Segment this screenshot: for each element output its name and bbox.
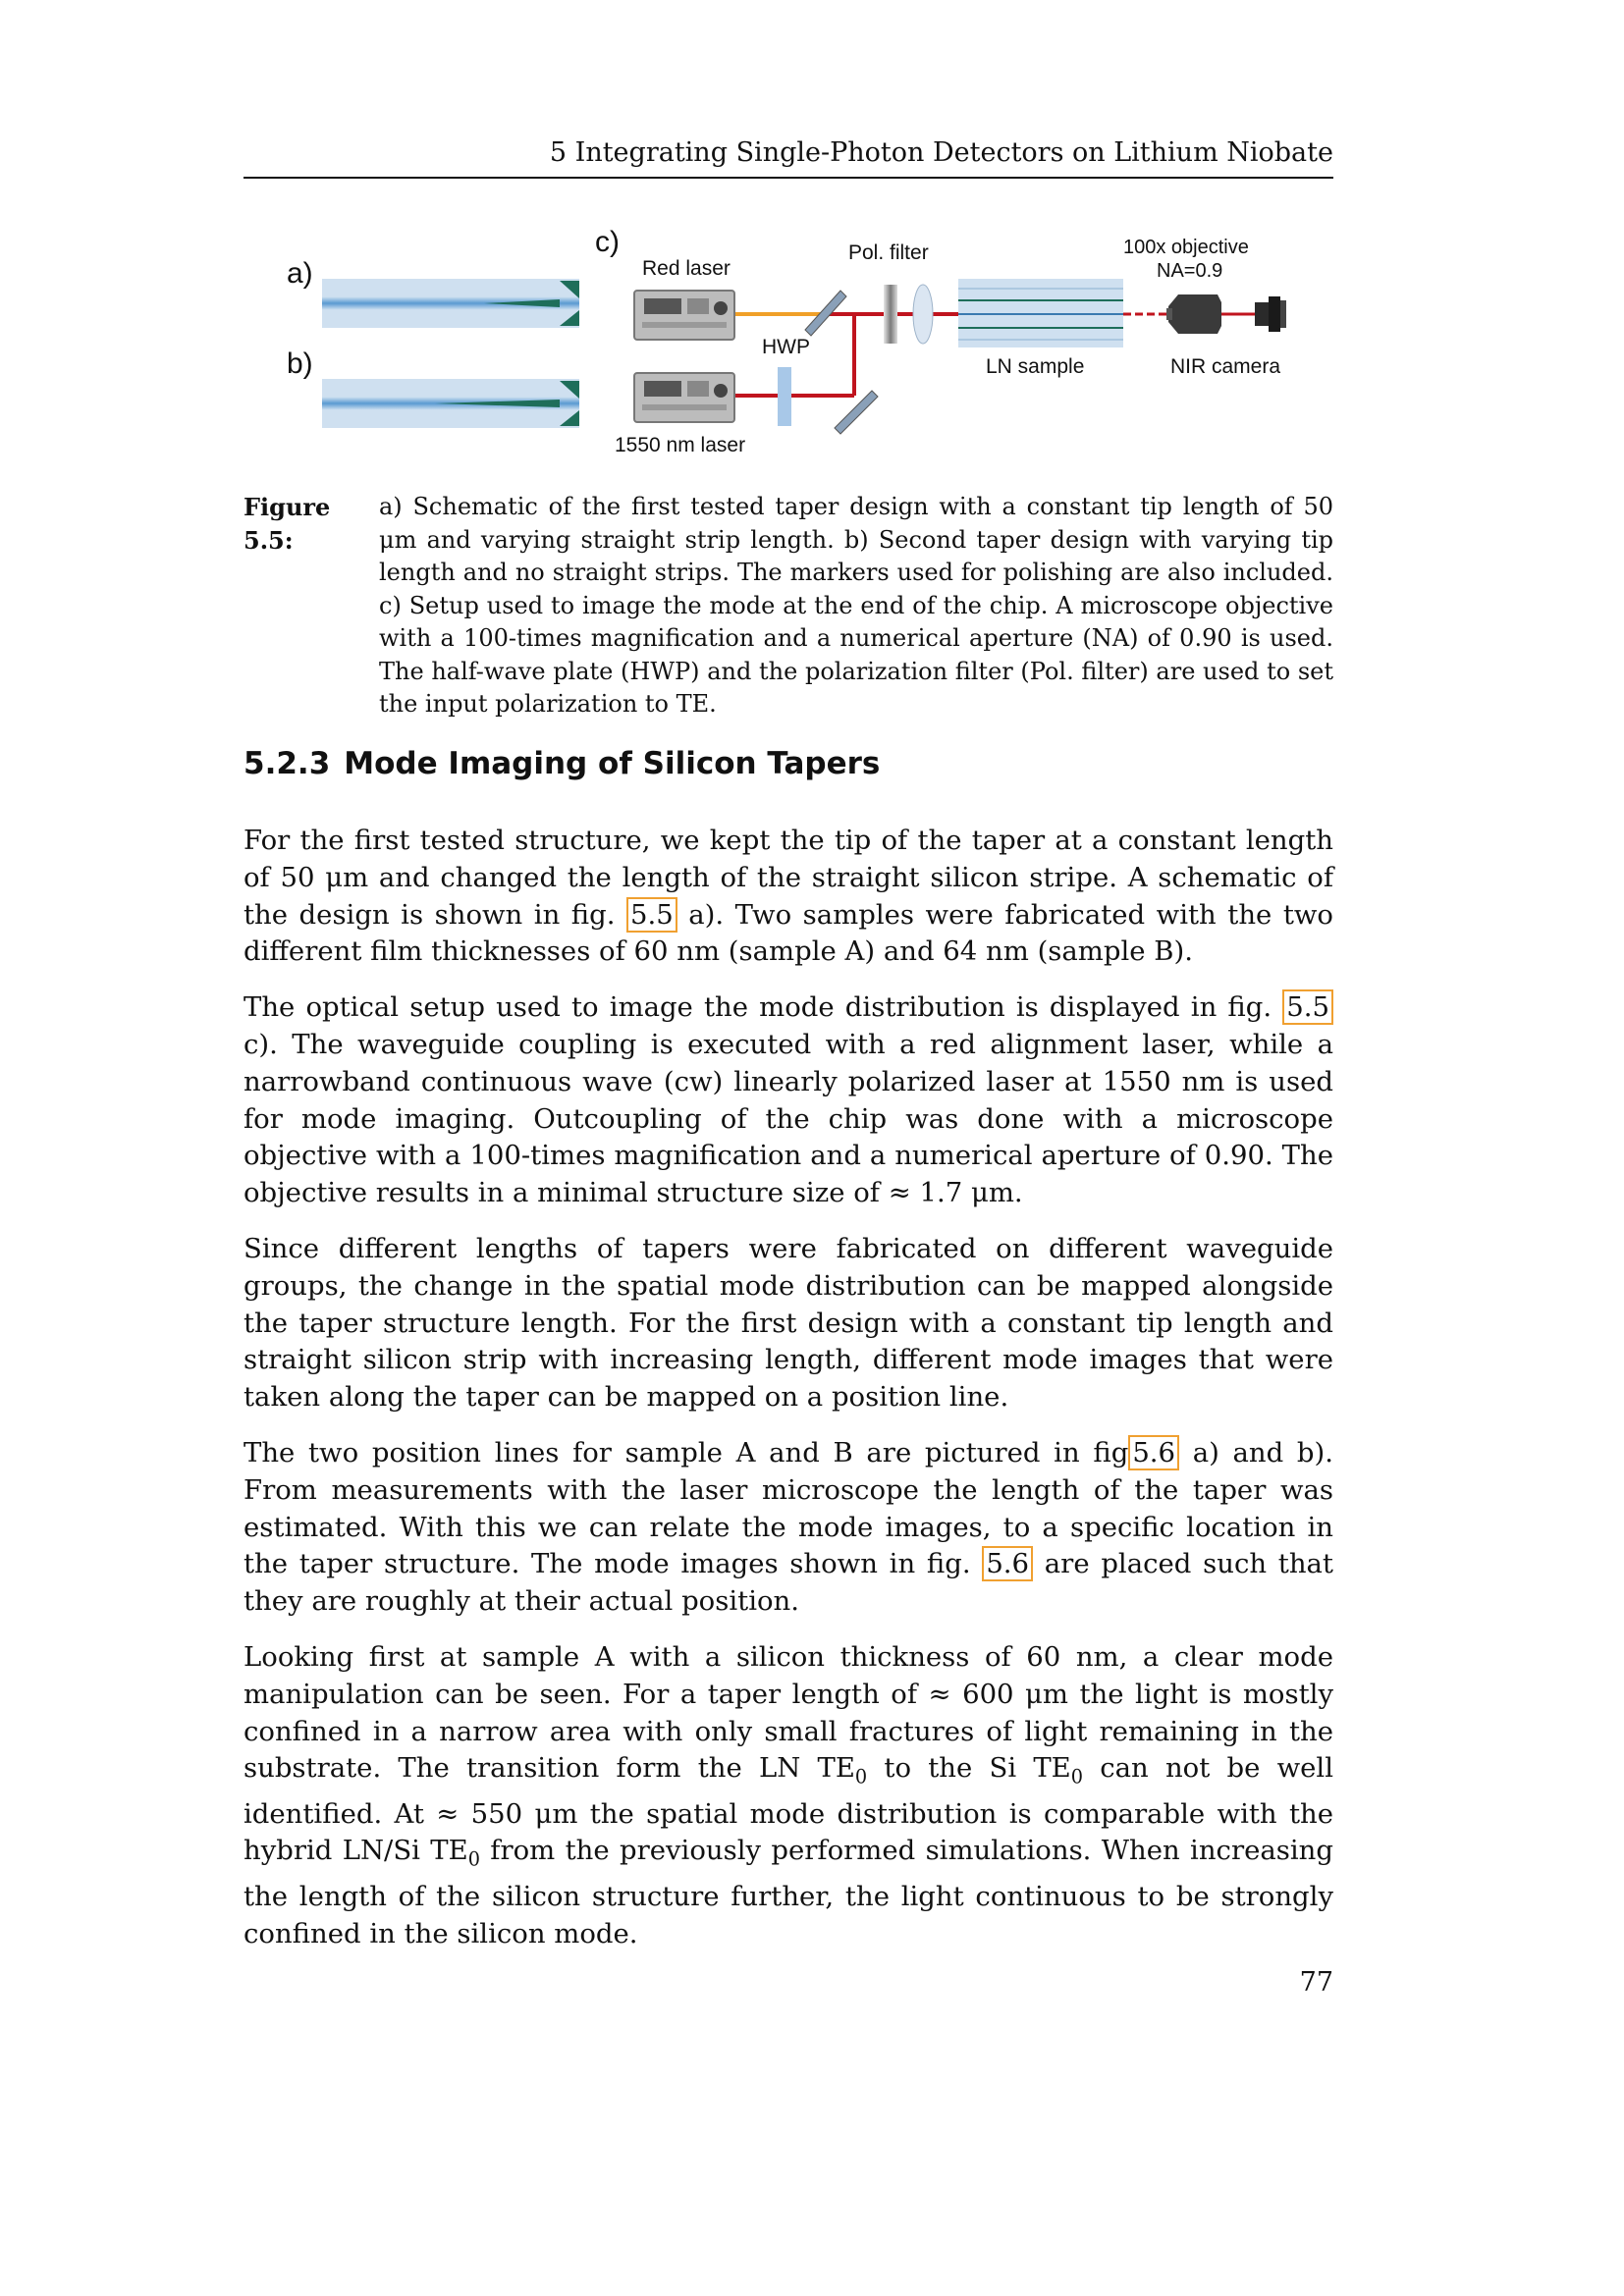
nir-camera-label: NIR camera: [1170, 355, 1281, 378]
objective: [1166, 294, 1221, 334]
paragraph-2: The optical setup used to image the mode distribution is displayed in fig. 5.5 c). The waveguide coupling is executed with a red alignment laser, while a narrowband continuous wave (cw) linearly polarized laser at 1550 nm is used for mode imaging. Outcoupling of the chip was done with a microscope objective with a 100-times magnification and a numerical aperture of 0.90. The objective results in a minimal structure size of ≈ 1.7 μm.: [244, 991, 1333, 1209]
caption-text: a) Schematic of the first tested taper design with a constant tip length of 50 μm and varying straight strip length. b) Second taper design with varying tip length and no straight strips. The markers used for polishing are also included. c) Setup used to image the mode at the end of the chip. A microscope objective with a 100-times magnification and a numerical aperture (NA) of 0.90 is used. The half-wave plate (HWP) and the polarization filter (Pol. filter) are used to set the input polarization to TE.: [379, 493, 1333, 718]
figure-reference-link[interactable]: 5.6: [982, 1546, 1033, 1581]
panel-label-b: b): [287, 347, 313, 380]
paragraph-5: Looking first at sample A with a silicon thickness of 60 nm, a clear mode manipulation can be seen. For a taper length of ≈ 600 μm the light is mostly confined in a narrow area with only small fractures of light remaining in the substrate. The transition form the LN $TE_0$ to the Si $TE_0$ can not be well identified. At ≈ 550 μm the spatial mode distribution is comparable with the hybrid LN/Si $TE_0$ from the previously performed simulations. When increasing the length of the silicon structure further, the light continuous to be strongly confined in the silicon mode.: [244, 1640, 1333, 1949]
section-title-text: Mode Imaging of Silicon Tapers: [344, 746, 881, 781]
taper-b: [322, 379, 579, 428]
figure-caption: [244, 491, 1333, 721]
objective-label-line1: 100x objective: [1123, 237, 1249, 258]
red-laser-label: Red laser: [642, 257, 731, 280]
paragraph-4: The two position lines for sample A and B are pictured in fig 5.6 a) and b). From measurements with the laser microscope the length of the taper was estimated. With this we can relate the mode images, to a specific location in the taper structure. The mode images shown in fig. 5.6 are placed such that they are roughly at their actual position.: [244, 1436, 1334, 1618]
panel-label-c: c): [595, 226, 620, 258]
half-wave-plate: [778, 367, 791, 426]
paragraph-1: For the first tested structure, we kept the tip of the taper at a constant length of 50 μm and changed the length of the straight silicon stripe. A schematic of the design is shown in fig. 5.5 a). Two samples were fabricated with the two different film thicknesses of 60 nm (sample A) and 64 nm (sample B).: [244, 825, 1333, 968]
ln-sample-label: LN sample: [986, 355, 1085, 378]
figure-5-5: [244, 224, 1333, 469]
paragraph-3: Since different lengths of tapers were fabricated on different waveguide groups, the change in the spatial mode distribution can be mapped alongside the taper structure length. For the first design with a constant tip length and straight silicon strip with increasing length, different mode images that were taken along the taper can be mapped on a position line.: [244, 1232, 1333, 1414]
setup-schematic: [244, 224, 1333, 469]
laser-1550-device: [634, 373, 734, 422]
lens: [913, 285, 933, 344]
panel-label-a: a): [287, 257, 313, 290]
hwp-label: HWP: [762, 336, 810, 358]
ln-sample: [958, 279, 1123, 347]
polarization-filter: [884, 285, 897, 344]
objective-label-line2: NA=0.9: [1157, 260, 1223, 282]
chapter-title: 5 Integrating Single-Photon Detectors on Lithium Niobate: [549, 137, 1333, 168]
running-header: [244, 133, 1333, 179]
laser-1550-label: 1550 nm laser: [615, 434, 746, 456]
section-number: 5.2.3: [244, 746, 331, 781]
caption-label: Figure 5.5:: [244, 493, 331, 555]
figure-reference-link[interactable]: 5.5: [626, 897, 677, 933]
nir-camera: [1255, 296, 1286, 332]
section-heading: [244, 744, 1333, 783]
figure-reference-link[interactable]: 5.5: [1282, 989, 1333, 1025]
page-number: 77: [1299, 1967, 1333, 1998]
red-laser-device: [634, 291, 734, 340]
body-text: [244, 823, 1333, 1971]
taper-a: [322, 279, 579, 328]
figure-reference-link[interactable]: 5.6: [1128, 1435, 1179, 1470]
pol-filter-label: Pol. filter: [848, 241, 929, 264]
